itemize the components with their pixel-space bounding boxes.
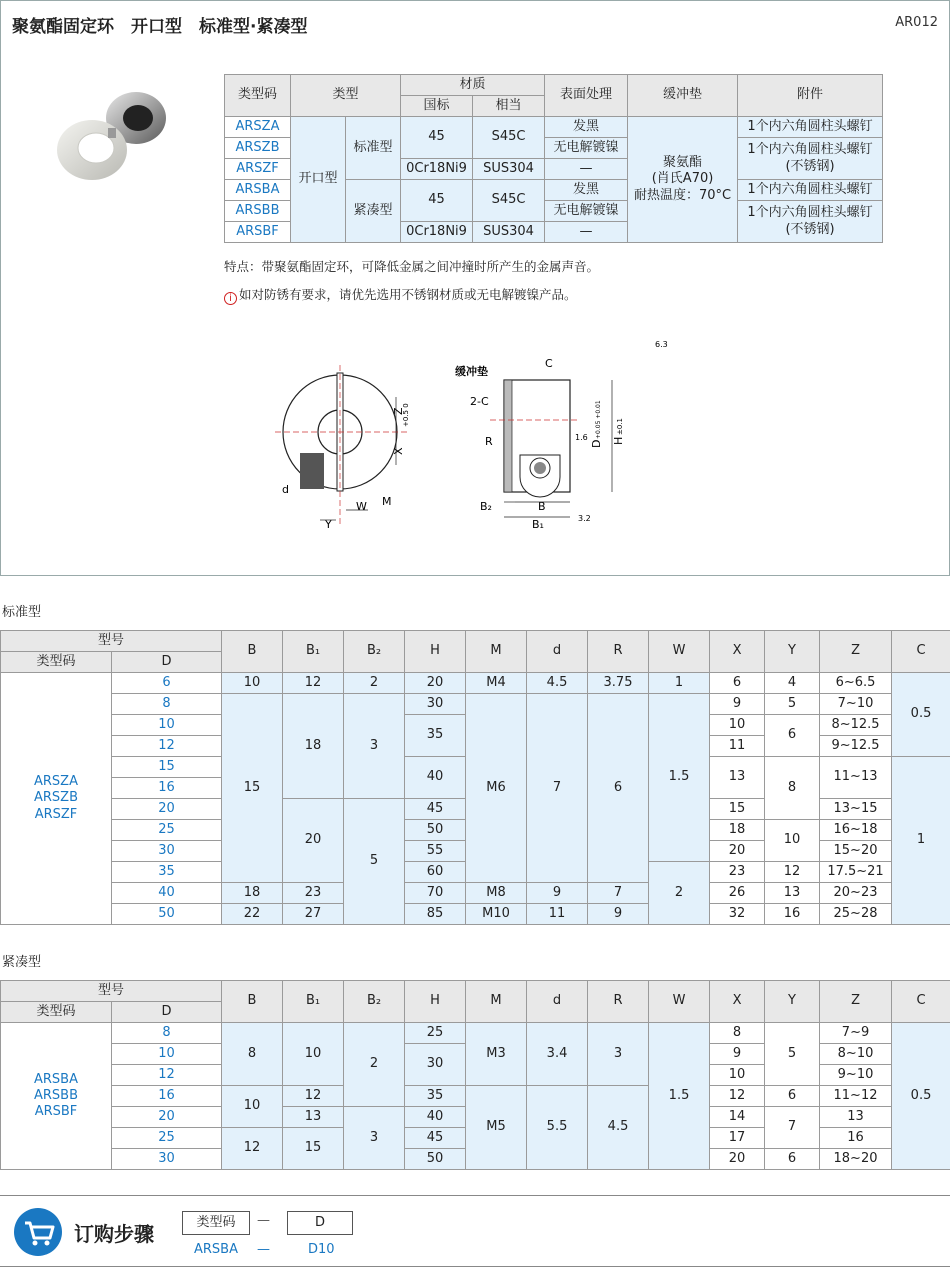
label-c: C — [545, 357, 553, 370]
d-link[interactable]: 20 — [112, 1107, 222, 1128]
header-type-code: 类型码 — [1, 652, 112, 673]
type-code-link[interactable]: ARSBF — [225, 222, 291, 243]
accessory — [738, 201, 883, 243]
d-link[interactable]: 15 — [112, 757, 222, 778]
surface-treatment: 无电解镀镍 — [545, 201, 628, 222]
dim-x: X — [392, 447, 405, 455]
order-example-d: D10 — [308, 1242, 335, 1257]
cell-M: M3 — [466, 1023, 527, 1086]
cell-W: 1 — [649, 673, 710, 694]
header-B2: B₂ — [344, 631, 405, 673]
accessory-line: 1个内六角圆柱头螺钉 — [747, 205, 873, 221]
header-model: 型号 — [1, 981, 222, 1002]
technical-drawing — [270, 335, 690, 540]
cell-B: 18 — [222, 883, 283, 904]
header-d: d — [527, 631, 588, 673]
spec-header-type-code: 类型码 — [225, 75, 291, 117]
cell-B: 10 — [222, 673, 283, 694]
header-B1: B₁ — [283, 631, 344, 673]
cell-H: 35 — [405, 1086, 466, 1107]
cell-Z: 16 — [820, 1128, 892, 1149]
cell-B1: 12 — [283, 1086, 344, 1107]
cell-Y: 5 — [765, 1023, 820, 1086]
cell-X: 9 — [710, 1044, 765, 1065]
header-W: W — [649, 981, 710, 1023]
d-link[interactable]: 10 — [112, 1044, 222, 1065]
cell-B1: 15 — [283, 1128, 344, 1170]
cell-R: 3.75 — [588, 673, 649, 694]
cell-d: 11 — [527, 904, 588, 925]
cell-X: 20 — [710, 1149, 765, 1170]
header-H: H — [405, 631, 466, 673]
accessory-line: (不锈钢) — [785, 158, 835, 174]
surface-treatment: 发黑 — [545, 180, 628, 201]
surface-treatment: 无电解镀镍 — [545, 138, 628, 159]
d-link[interactable]: 16 — [112, 778, 222, 799]
label-2c: 2-C — [470, 395, 489, 408]
cell-Y: 13 — [765, 883, 820, 904]
cell-M: M4 — [466, 673, 527, 694]
type-code-link[interactable]: ARSZB — [225, 138, 291, 159]
cell-H: 60 — [405, 862, 466, 883]
surface-treatment: 发黑 — [545, 117, 628, 138]
cell-B1: 20 — [283, 799, 344, 883]
spec-header-surface: 表面处理 — [545, 75, 628, 117]
cell-Y: 8 — [765, 757, 820, 820]
cell-B: 10 — [222, 1086, 283, 1128]
header-R: R — [588, 981, 649, 1023]
order-box-type-code: 类型码 — [182, 1211, 250, 1235]
cell-B1: 13 — [283, 1107, 344, 1128]
label-r: R — [485, 435, 493, 448]
label-b: B — [538, 500, 546, 513]
cell-B: 8 — [222, 1023, 283, 1086]
header-Z: Z — [820, 981, 892, 1023]
cell-Y: 7 — [765, 1107, 820, 1149]
cushion-line: 耐热温度：70°C — [633, 187, 732, 203]
cell-Y: 5 — [765, 694, 820, 715]
d-link[interactable]: 35 — [112, 862, 222, 883]
material-equiv: S45C — [473, 180, 545, 222]
type-code-link[interactable]: ARSZF — [34, 806, 78, 822]
cell-Z: 6~6.5 — [820, 673, 892, 694]
cell-X: 8 — [710, 1023, 765, 1044]
cell-H: 30 — [405, 1044, 466, 1086]
label-cushion: 缓冲垫 — [455, 365, 488, 378]
cell-Z: 8~12.5 — [820, 715, 892, 736]
spec-header-mat-equiv: 相当 — [473, 96, 545, 117]
type-code-link[interactable]: ARSZA — [34, 774, 78, 790]
cushion-line: 聚氨酯 — [663, 155, 703, 171]
cell-Z: 13 — [820, 1107, 892, 1128]
warning-note — [224, 285, 577, 305]
d-link[interactable]: 12 — [112, 1065, 222, 1086]
cell-Z: 16~18 — [820, 820, 892, 841]
label-r32: 3.2 — [578, 514, 591, 523]
d-link[interactable]: 25 — [112, 1128, 222, 1149]
cell-Z: 7~9 — [820, 1023, 892, 1044]
d-link[interactable]: 30 — [112, 841, 222, 862]
type-code-link[interactable]: ARSBA — [34, 1071, 78, 1087]
type-code-link[interactable]: ARSBB — [33, 1087, 78, 1103]
header-type-code: 类型码 — [1, 1002, 112, 1023]
cell-M: M6 — [466, 694, 527, 883]
cell-d: 4.5 — [527, 673, 588, 694]
feature-note: 特点：带聚氨酯固定环，可降低金属之间冲撞时所产生的金属声音。 — [224, 259, 600, 274]
label-h: H — [612, 436, 625, 445]
cell-B1: 23 — [283, 883, 344, 904]
header-Y: Y — [765, 631, 820, 673]
cell-B2: 5 — [344, 799, 405, 925]
header-model: 型号 — [1, 631, 222, 652]
header-D: D — [112, 1002, 222, 1023]
cell-X: 26 — [710, 883, 765, 904]
cell-M: M8 — [466, 883, 527, 904]
label-r63: 6.3 — [655, 340, 668, 349]
type-code-link[interactable]: ARSBB — [225, 201, 291, 222]
cell-W: 1.5 — [649, 694, 710, 862]
accessory — [738, 138, 883, 180]
material-std: 45 — [401, 180, 473, 222]
cell-H: 40 — [405, 757, 466, 799]
cell-X: 9 — [710, 694, 765, 715]
order-example-type-code: ARSBA — [194, 1242, 238, 1257]
cell-X: 15 — [710, 799, 765, 820]
cell-R: 3 — [588, 1023, 649, 1086]
cell-X: 12 — [710, 1086, 765, 1107]
header-R: R — [588, 631, 649, 673]
type-code-link[interactable]: ARSZB — [33, 790, 78, 806]
cell-d: 5.5 — [527, 1086, 588, 1170]
header-D: D — [112, 652, 222, 673]
cell-Z: 11~12 — [820, 1086, 892, 1107]
spec-header-cushion: 缓冲垫 — [628, 75, 738, 117]
cell-X: 13 — [710, 757, 765, 799]
cell-Z: 9~10 — [820, 1065, 892, 1086]
cell-H: 70 — [405, 883, 466, 904]
cell-Z: 18~20 — [820, 1149, 892, 1170]
cell-Y: 4 — [765, 673, 820, 694]
standard-table — [0, 630, 950, 925]
cell-H: 45 — [405, 799, 466, 820]
product-photo — [50, 88, 170, 188]
cushion-spec — [628, 117, 738, 243]
cell-Z: 17.5~21 — [820, 862, 892, 883]
cell-Y: 10 — [765, 820, 820, 862]
cell-W: 1.5 — [649, 1023, 710, 1170]
cell-Z: 11~13 — [820, 757, 892, 799]
cell-X: 14 — [710, 1107, 765, 1128]
cell-M: M5 — [466, 1086, 527, 1170]
type-code-link[interactable]: ARSBA — [225, 180, 291, 201]
compact-table — [0, 980, 950, 1170]
cell-d: 3.4 — [527, 1023, 588, 1086]
cell-X: 23 — [710, 862, 765, 883]
cell-W: 2 — [649, 862, 710, 925]
cell-B: 15 — [222, 694, 283, 883]
spec-header-material: 材质 — [401, 75, 545, 96]
d-link[interactable]: 10 — [112, 715, 222, 736]
cell-d: 9 — [527, 883, 588, 904]
cell-B1: 12 — [283, 673, 344, 694]
order-dash: — — [257, 1213, 270, 1228]
cell-B: 12 — [222, 1128, 283, 1170]
cell-Z: 9~12.5 — [820, 736, 892, 757]
d-link[interactable]: 16 — [112, 1086, 222, 1107]
cell-Z: 8~10 — [820, 1044, 892, 1065]
compact-section-label: 紧凑型 — [2, 955, 42, 970]
dim-z-tol: +0.5 0 — [402, 403, 410, 427]
accessory-line: 1个内六角圆柱头螺钉 — [747, 142, 873, 158]
cell-C: 0.5 — [892, 673, 950, 757]
cell-Z: 20~23 — [820, 883, 892, 904]
accessory-line: (不锈钢) — [785, 221, 835, 237]
order-box-d: D — [287, 1211, 353, 1235]
warning-text: 如对防锈有要求，请优先选用不锈钢材质或无电解镀镍产品。 — [239, 287, 577, 302]
d-link[interactable]: 20 — [112, 799, 222, 820]
cell-B: 22 — [222, 904, 283, 925]
d-link[interactable]: 30 — [112, 1149, 222, 1170]
cell-H: 55 — [405, 841, 466, 862]
spec-header-type: 类型 — [291, 75, 401, 117]
d-link[interactable]: 12 — [112, 736, 222, 757]
d-link[interactable]: 50 — [112, 904, 222, 925]
cell-R: 7 — [588, 883, 649, 904]
cell-Z: 15~20 — [820, 841, 892, 862]
dim-m: M — [382, 495, 392, 508]
type-standard: 标准型 — [346, 117, 401, 180]
spec-header-accessory: 附件 — [738, 75, 883, 117]
header-W: W — [649, 631, 710, 673]
cell-C: 1 — [892, 757, 950, 925]
dim-z: Z — [392, 407, 405, 415]
header-C: C — [892, 981, 950, 1023]
cell-H: 35 — [405, 715, 466, 757]
cell-H: 85 — [405, 904, 466, 925]
standard-section-label: 标准型 — [2, 605, 42, 620]
surface-treatment: — — [545, 222, 628, 243]
header-M: M — [466, 981, 527, 1023]
order-example-dash: — — [257, 1242, 270, 1257]
cell-Y: 6 — [765, 1086, 820, 1107]
type-code-link[interactable]: ARSZF — [225, 159, 291, 180]
header-Z: Z — [820, 631, 892, 673]
header-M: M — [466, 631, 527, 673]
d-link[interactable]: 8 — [112, 1023, 222, 1044]
header-B: B — [222, 981, 283, 1023]
label-D: D — [590, 439, 603, 448]
cell-X: 20 — [710, 841, 765, 862]
type-open: 开口型 — [291, 117, 346, 243]
material-std: 0Cr18Ni9 — [401, 222, 473, 243]
cell-Z: 7~10 — [820, 694, 892, 715]
material-equiv: SUS304 — [473, 159, 545, 180]
label-r16: 1.6 — [575, 433, 588, 442]
cell-R: 6 — [588, 694, 649, 883]
cell-M: M10 — [466, 904, 527, 925]
dim-w: W — [356, 500, 367, 513]
dim-y: Y — [325, 518, 332, 531]
cell-C: 0.5 — [892, 1023, 950, 1170]
header-C: C — [892, 631, 950, 673]
label-h-tol: ±0.1 — [616, 418, 624, 435]
header-Y: Y — [765, 981, 820, 1023]
cell-Z: 25~28 — [820, 904, 892, 925]
d-link[interactable]: 40 — [112, 883, 222, 904]
cell-X: 10 — [710, 1065, 765, 1086]
material-equiv: SUS304 — [473, 222, 545, 243]
header-d: d — [527, 981, 588, 1023]
label-D-tol: +0.05 +0.01 — [595, 400, 602, 439]
cell-Y: 6 — [765, 715, 820, 757]
page-title: 聚氨酯固定环 开口型 标准型·紧凑型 — [12, 17, 308, 37]
d-link[interactable]: 25 — [112, 820, 222, 841]
material-equiv: S45C — [473, 117, 545, 159]
cell-Y: 12 — [765, 862, 820, 883]
cell-X: 11 — [710, 736, 765, 757]
accessory: 1个内六角圆柱头螺钉 — [738, 117, 883, 138]
cell-Y: 6 — [765, 1149, 820, 1170]
cell-H: 20 — [405, 673, 466, 694]
cell-X: 6 — [710, 673, 765, 694]
cell-Z: 13~15 — [820, 799, 892, 820]
cell-B2: 2 — [344, 673, 405, 694]
cell-X: 10 — [710, 715, 765, 736]
cell-X: 17 — [710, 1128, 765, 1149]
cell-B2: 3 — [344, 1107, 405, 1170]
cell-d: 7 — [527, 694, 588, 883]
d-link[interactable]: 6 — [112, 673, 222, 694]
cell-H: 40 — [405, 1107, 466, 1128]
material-std: 0Cr18Ni9 — [401, 159, 473, 180]
cell-B1: 18 — [283, 694, 344, 799]
cell-Y: 16 — [765, 904, 820, 925]
header-B1: B₁ — [283, 981, 344, 1023]
type-code-link[interactable]: ARSBF — [34, 1104, 78, 1120]
cell-B1: 10 — [283, 1023, 344, 1086]
cushion-line: (肖氏A70) — [651, 171, 714, 187]
cell-B1: 27 — [283, 904, 344, 925]
cell-R: 4.5 — [588, 1086, 649, 1170]
cell-H: 45 — [405, 1128, 466, 1149]
cell-X: 18 — [710, 820, 765, 841]
label-b1: B₁ — [532, 518, 544, 531]
cell-B2: 2 — [344, 1023, 405, 1107]
header-X: X — [710, 981, 765, 1023]
material-std: 45 — [401, 117, 473, 159]
cart-icon — [14, 1208, 62, 1256]
cell-H: 50 — [405, 1149, 466, 1170]
label-b2: B₂ — [480, 500, 492, 513]
header-H: H — [405, 981, 466, 1023]
type-code-group[interactable] — [1, 673, 112, 925]
cell-H: 50 — [405, 820, 466, 841]
product-code: AR012 — [895, 15, 938, 30]
header-B2: B₂ — [344, 981, 405, 1023]
info-icon: i — [224, 292, 237, 305]
type-compact: 紧凑型 — [346, 180, 401, 243]
spec-header-mat-std: 国标 — [401, 96, 473, 117]
accessory: 1个内六角圆柱头螺钉 — [738, 180, 883, 201]
type-code-group[interactable] — [1, 1023, 112, 1170]
type-code-link[interactable]: ARSZA — [225, 117, 291, 138]
cell-H: 25 — [405, 1023, 466, 1044]
header-X: X — [710, 631, 765, 673]
cell-B2: 3 — [344, 694, 405, 799]
d-link[interactable]: 8 — [112, 694, 222, 715]
dim-d: d — [282, 483, 289, 496]
spec-table — [224, 74, 883, 243]
header-B: B — [222, 631, 283, 673]
cell-X: 32 — [710, 904, 765, 925]
cell-R: 9 — [588, 904, 649, 925]
surface-treatment: — — [545, 159, 628, 180]
cell-H: 30 — [405, 694, 466, 715]
order-title: 订购步骤 — [74, 1222, 154, 1246]
